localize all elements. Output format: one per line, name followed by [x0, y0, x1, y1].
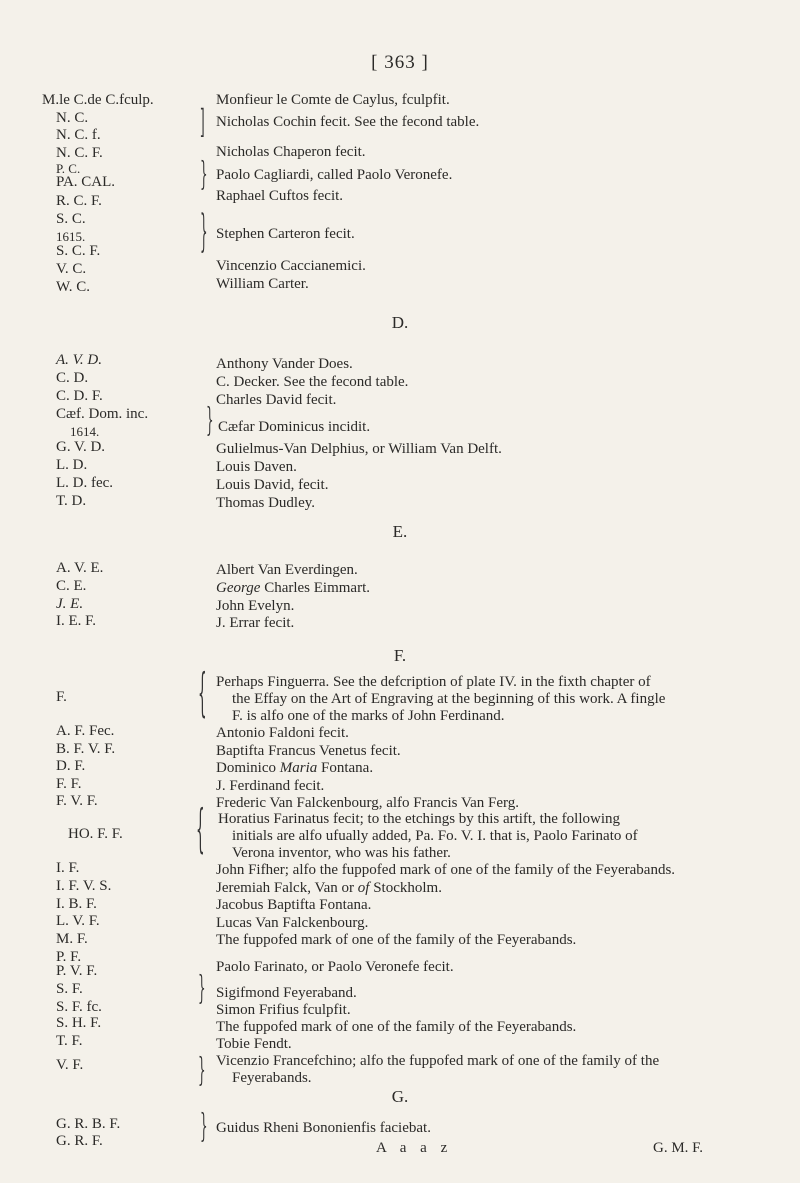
brace: }: [206, 402, 214, 441]
entry: Antonio Faldoni fecit.: [216, 725, 349, 741]
mark: I. F. V. S.: [56, 878, 112, 894]
entry: Nicholas Cochin fecit. See the fecond table.: [216, 114, 480, 130]
mark: R. C. F.: [56, 193, 102, 209]
entry: Baptifta Francus Venetus fecit.: [216, 743, 401, 759]
mark: B. F. V. F.: [56, 741, 116, 757]
entry: Albert Van Everdingen.: [216, 562, 358, 578]
mark: S. H. F.: [56, 1015, 102, 1031]
mark: F. V. F.: [56, 793, 98, 809]
entry-text: Stockholm.: [373, 880, 442, 896]
entry: J. Errar fecit.: [216, 615, 295, 631]
entry: Guidus Rheni Bononienfis faciebat.: [216, 1120, 431, 1136]
entry: Verona inventor, who was his father.: [232, 845, 451, 861]
brace: }: [200, 206, 208, 259]
mark: N. C.: [56, 110, 89, 126]
entry: F. is alfo one of the marks of John Ferdinand.: [232, 708, 505, 724]
page-number: [ 363 ]: [371, 52, 429, 73]
entry: [216, 580, 370, 597]
entry-italic: of: [357, 880, 370, 896]
mark: PA. CAL.: [56, 174, 116, 190]
mark: A. V. D.: [56, 352, 102, 368]
entry: Horatius Farinatus fecit; to the etchings by this artift, the following: [218, 811, 621, 827]
entry: initials are alfo ufually added, Pa. Fo. V. I. that is, Paolo Farinato of: [232, 828, 638, 844]
entry: Louis David, fecit.: [216, 477, 329, 493]
entry: Anthony Vander Does.: [216, 356, 353, 372]
entry: C. Decker. See the fecond table.: [216, 374, 409, 390]
section-heading-g: G.: [391, 1087, 409, 1106]
mark: I. E. F.: [56, 613, 97, 629]
mark: N. C. f.: [56, 127, 101, 143]
mark: Cæf. Dom. inc.: [56, 406, 149, 422]
mark: D. F.: [56, 758, 86, 774]
entry-italic: Maria: [279, 760, 318, 776]
mark: G. R. B. F.: [56, 1116, 121, 1132]
mark: A. V. E.: [56, 560, 104, 576]
entry: Tobie Fendt.: [216, 1036, 292, 1052]
entry: Cæfar Dominicus incidit.: [218, 419, 371, 435]
entry: the Effay on the Art of Engraving at the beginning of this work. A fingle: [232, 691, 666, 707]
entry: Raphael Cuftos fecit.: [216, 188, 344, 204]
brace: {: [198, 665, 207, 725]
mark: I. F.: [56, 860, 80, 876]
mark: S. C.: [56, 211, 86, 227]
entry: Lucas Van Falckenbourg.: [216, 915, 369, 931]
mark: P. F.: [56, 949, 82, 965]
mark: V. F.: [56, 1057, 84, 1073]
mark: A. F. Fec.: [56, 723, 115, 739]
mark: I. B. F.: [56, 896, 97, 912]
mark: T. D.: [56, 493, 87, 509]
entry: Louis Daven.: [216, 459, 297, 475]
mark: F.: [56, 689, 67, 705]
mark: G. R. F.: [56, 1133, 103, 1149]
brace: ]: [200, 104, 205, 143]
mark: HO. F. F.: [68, 826, 123, 842]
entry: Stephen Carteron fecit.: [216, 226, 355, 242]
brace: }: [200, 1108, 208, 1147]
entry: Jacobus Baptifta Fontana.: [216, 897, 372, 913]
mark: L. V. F.: [56, 913, 100, 929]
entry: Nicholas Chaperon fecit.: [216, 144, 366, 160]
mark: C. D.: [56, 370, 89, 386]
entry: John Evelyn.: [216, 598, 295, 614]
entry: Perhaps Finguerra. See the defcription of plate IV. in the fixth chapter of: [216, 674, 651, 690]
mark: 1615.: [56, 229, 86, 244]
mark: S. F. fc.: [56, 999, 102, 1015]
mark: S. C. F.: [56, 243, 101, 259]
entry: William Carter.: [216, 276, 309, 292]
brace: }: [200, 156, 208, 195]
entry-text: Dominico: [216, 760, 276, 776]
entry: [216, 880, 442, 897]
brace: }: [198, 1052, 206, 1091]
mark: P. C.: [56, 161, 81, 176]
section-heading-f: F.: [393, 646, 407, 665]
section-heading-e: E.: [392, 522, 408, 541]
mark-top-left: M.le C.de C.fculp.: [42, 92, 154, 108]
entry: [216, 760, 373, 777]
mark: J. E.: [56, 596, 84, 612]
entry: Vicenzio Francefchino; alfo the fuppofed mark of one of the family of the: [216, 1053, 660, 1069]
brace: {: [196, 801, 205, 861]
mark: V. C.: [56, 261, 87, 277]
mark: L. D.: [56, 457, 88, 473]
signature-mark: A a a z: [376, 1140, 453, 1156]
mark: W. C.: [56, 279, 91, 295]
mark: P. V. F.: [56, 963, 98, 979]
entry: Feyerabands.: [232, 1070, 312, 1086]
mark: F. F.: [56, 776, 82, 792]
entry-text: Jeremiah Falck, Van or: [216, 880, 355, 896]
mark: C. E.: [56, 578, 87, 594]
entry-text: Charles Eimmart.: [264, 580, 370, 596]
entry: Thomas Dudley.: [216, 495, 316, 511]
section-heading-d: D.: [391, 313, 409, 332]
entry: Sigifmond Feyeraband.: [216, 985, 357, 1001]
entry: Simon Frifius fculpfit.: [216, 1002, 351, 1018]
mark: L. D. fec.: [56, 475, 114, 491]
entry-top-right: Monfieur le Comte de Caylus, fculpfit.: [216, 92, 450, 108]
mark: 1614.: [70, 424, 100, 439]
entry-italic: George: [216, 580, 261, 596]
entry: The fuppofed mark of one of the family of the Feyerabands.: [216, 1019, 577, 1035]
entry: Vincenzio Caccianemici.: [216, 258, 366, 274]
entry: J. Ferdinand fecit.: [216, 778, 325, 794]
entry: Frederic Van Falckenbourg, alfo Francis Van Ferg.: [216, 795, 519, 811]
mark: S. F.: [56, 981, 83, 997]
entry-text: Fontana.: [321, 760, 374, 776]
mark: T. F.: [56, 1033, 83, 1049]
entry: John Fifher; alfo the fuppofed mark of one of the family of the Feyerabands.: [216, 862, 676, 878]
mark: N. C. F.: [56, 145, 103, 161]
entry: Paolo Farinato, or Paolo Veronefe fecit.: [216, 959, 454, 975]
entry: Gulielmus-Van Delphius, or William Van Delft.: [216, 441, 502, 457]
entry: Paolo Cagliardi, called Paolo Veronefe.: [216, 167, 453, 183]
mark: M. F.: [56, 931, 88, 947]
entry: The fuppofed mark of one of the family of the Feyerabands.: [216, 932, 577, 948]
mark: G. V. D.: [56, 439, 106, 455]
brace: }: [198, 970, 206, 1009]
entry: Charles David fecit.: [216, 392, 337, 408]
catchword: G. M. F.: [653, 1140, 704, 1156]
mark: C. D. F.: [56, 388, 103, 404]
